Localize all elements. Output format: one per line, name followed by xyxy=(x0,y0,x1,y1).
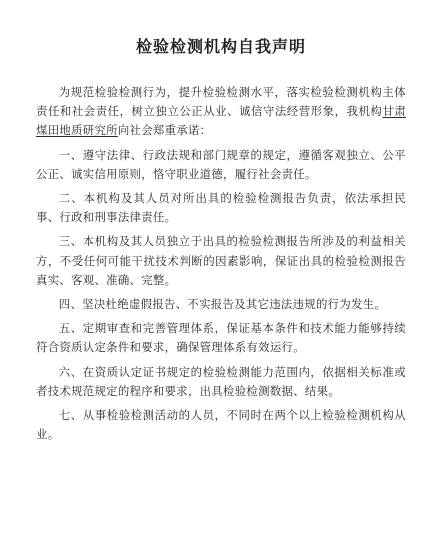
clause-2: 二、本机构及其人员对所出具的检验检测报告负责，依法承担民事、行政和刑事法律责任。 xyxy=(36,191,406,225)
clause-4: 四、坚决杜绝虚假报告、不实报告及其它违法违规的行为发生。 xyxy=(58,297,387,312)
intro-paragraph xyxy=(36,83,406,141)
organization-name: 甘肃煤田地质研究所 xyxy=(36,104,406,138)
clause-7: 七、从事检验检测活动的人员，不同时在两个以上检验检测机构从业。 xyxy=(36,408,406,442)
clause-1: 一、遵守法律、行政法规和部门规章的规定，遵循客观独立、公平公正、诚实信用原则，恪守职业道德，履行社会责任。 xyxy=(36,147,406,181)
clause-5: 五、定期审查和完善管理体系，保证基本条件和技术能力能够持续符合资质认定条件和要求，确保管理体系有效运行。 xyxy=(36,321,406,355)
clause-3: 三、本机构及其人员独立于出具的检验检测报告所涉及的利益相关方，不受任何可能干扰技术判断的因素影响，保证出具的检验检测报告真实、客观、准确、完整。 xyxy=(36,234,406,287)
intro-text-before: 为规范检验检测行为，提升检验检测水平，落实检验检测机构主体责任和社会责任，树立独立公正从业、诚信守法经营形象，我机构 xyxy=(36,85,406,119)
clause-6: 六、在资质认定证书规定的检验检测能力范围内，依据相关标准或者技术规范规定的程序和要求，出具检验检测数据、结果。 xyxy=(36,364,406,398)
document-title: 检验检测机构自我声明 xyxy=(135,37,306,56)
intro-text-after: 向社会郑重承诺： xyxy=(117,123,212,138)
